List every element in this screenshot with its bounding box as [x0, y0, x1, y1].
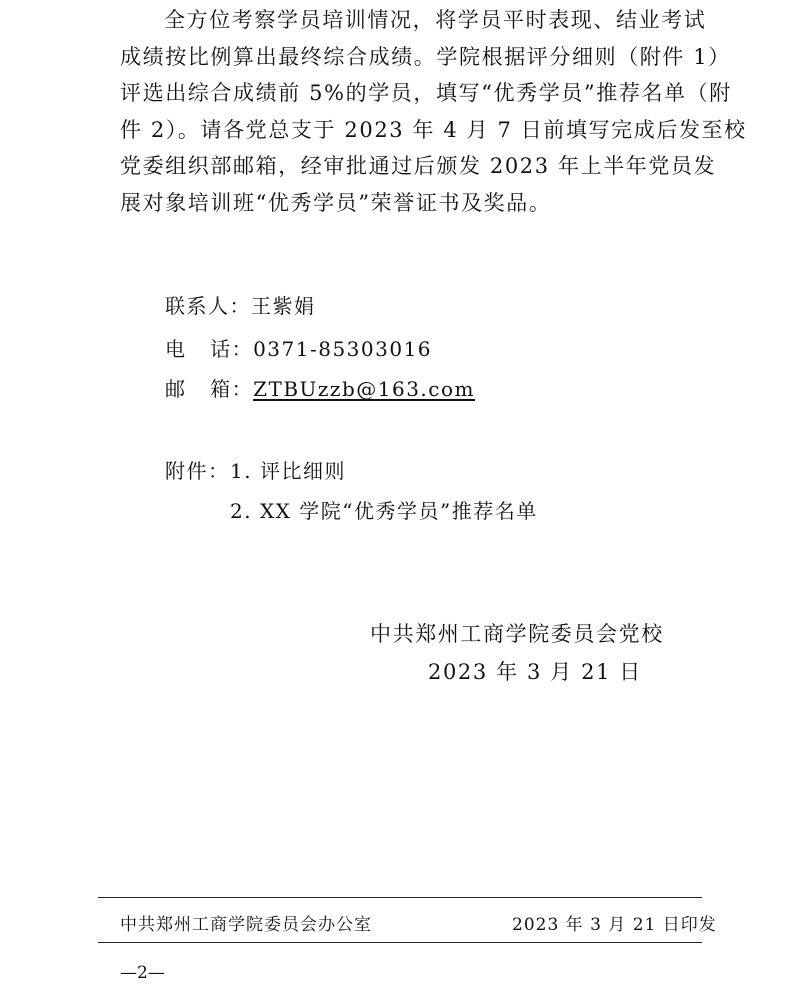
paragraph-line: 党委组织部邮箱，经审批通过后颁发 2023 年上半年党员发	[120, 154, 717, 178]
paragraph-line: 评选出综合成绩前 5%的学员，填写“优秀学员”推荐名单（附	[120, 81, 732, 105]
paragraph-line: 全方位考察学员培训情况，将学员平时表现、结业考试	[164, 8, 707, 32]
attachment-item: 2. XX 学院“优秀学员”推荐名单	[230, 499, 538, 523]
paragraph-line: 件 2）。请各党总支于 2023 年 4 月 7 日前填写完成后发至校	[120, 117, 747, 142]
paragraph-line: 成绩按比例算出最终综合成绩。学院根据评分细则（附件 1）	[120, 44, 731, 69]
contact-phone-value: 0371-85303016	[253, 337, 433, 361]
attachment-item: 1. 评比细则	[230, 459, 346, 483]
contact-email-label: 邮 箱：	[165, 377, 254, 401]
contact-person-value: 王紫娟	[251, 294, 316, 318]
attachments-label: 附件：	[165, 459, 230, 483]
footer-issuer: 中共郑州工商学院委员会办公室	[120, 915, 372, 935]
contact-phone	[165, 333, 432, 362]
signature-date: 2023 年 3 月 21 日	[428, 660, 642, 684]
paragraph-line: 展对象培训班“优秀学员”荣誉证书及奖品。	[120, 190, 552, 215]
page-number: —2—	[120, 963, 165, 983]
footer-bottom-rule	[98, 942, 702, 943]
signature-organization: 中共郑州工商学院委员会党校	[370, 622, 664, 646]
contact-email-link[interactable]: ZTBUzzb@163.com	[253, 377, 475, 401]
contact-email	[165, 373, 475, 402]
footer-top-rule	[98, 897, 702, 898]
contact-person-label: 联系人：	[165, 294, 251, 318]
contact-person	[165, 290, 316, 319]
contact-phone-label: 电 话：	[165, 337, 254, 361]
body-paragraph	[120, 2, 747, 221]
footer-issue-date: 2023 年 3 月 21 日印发	[512, 915, 717, 935]
